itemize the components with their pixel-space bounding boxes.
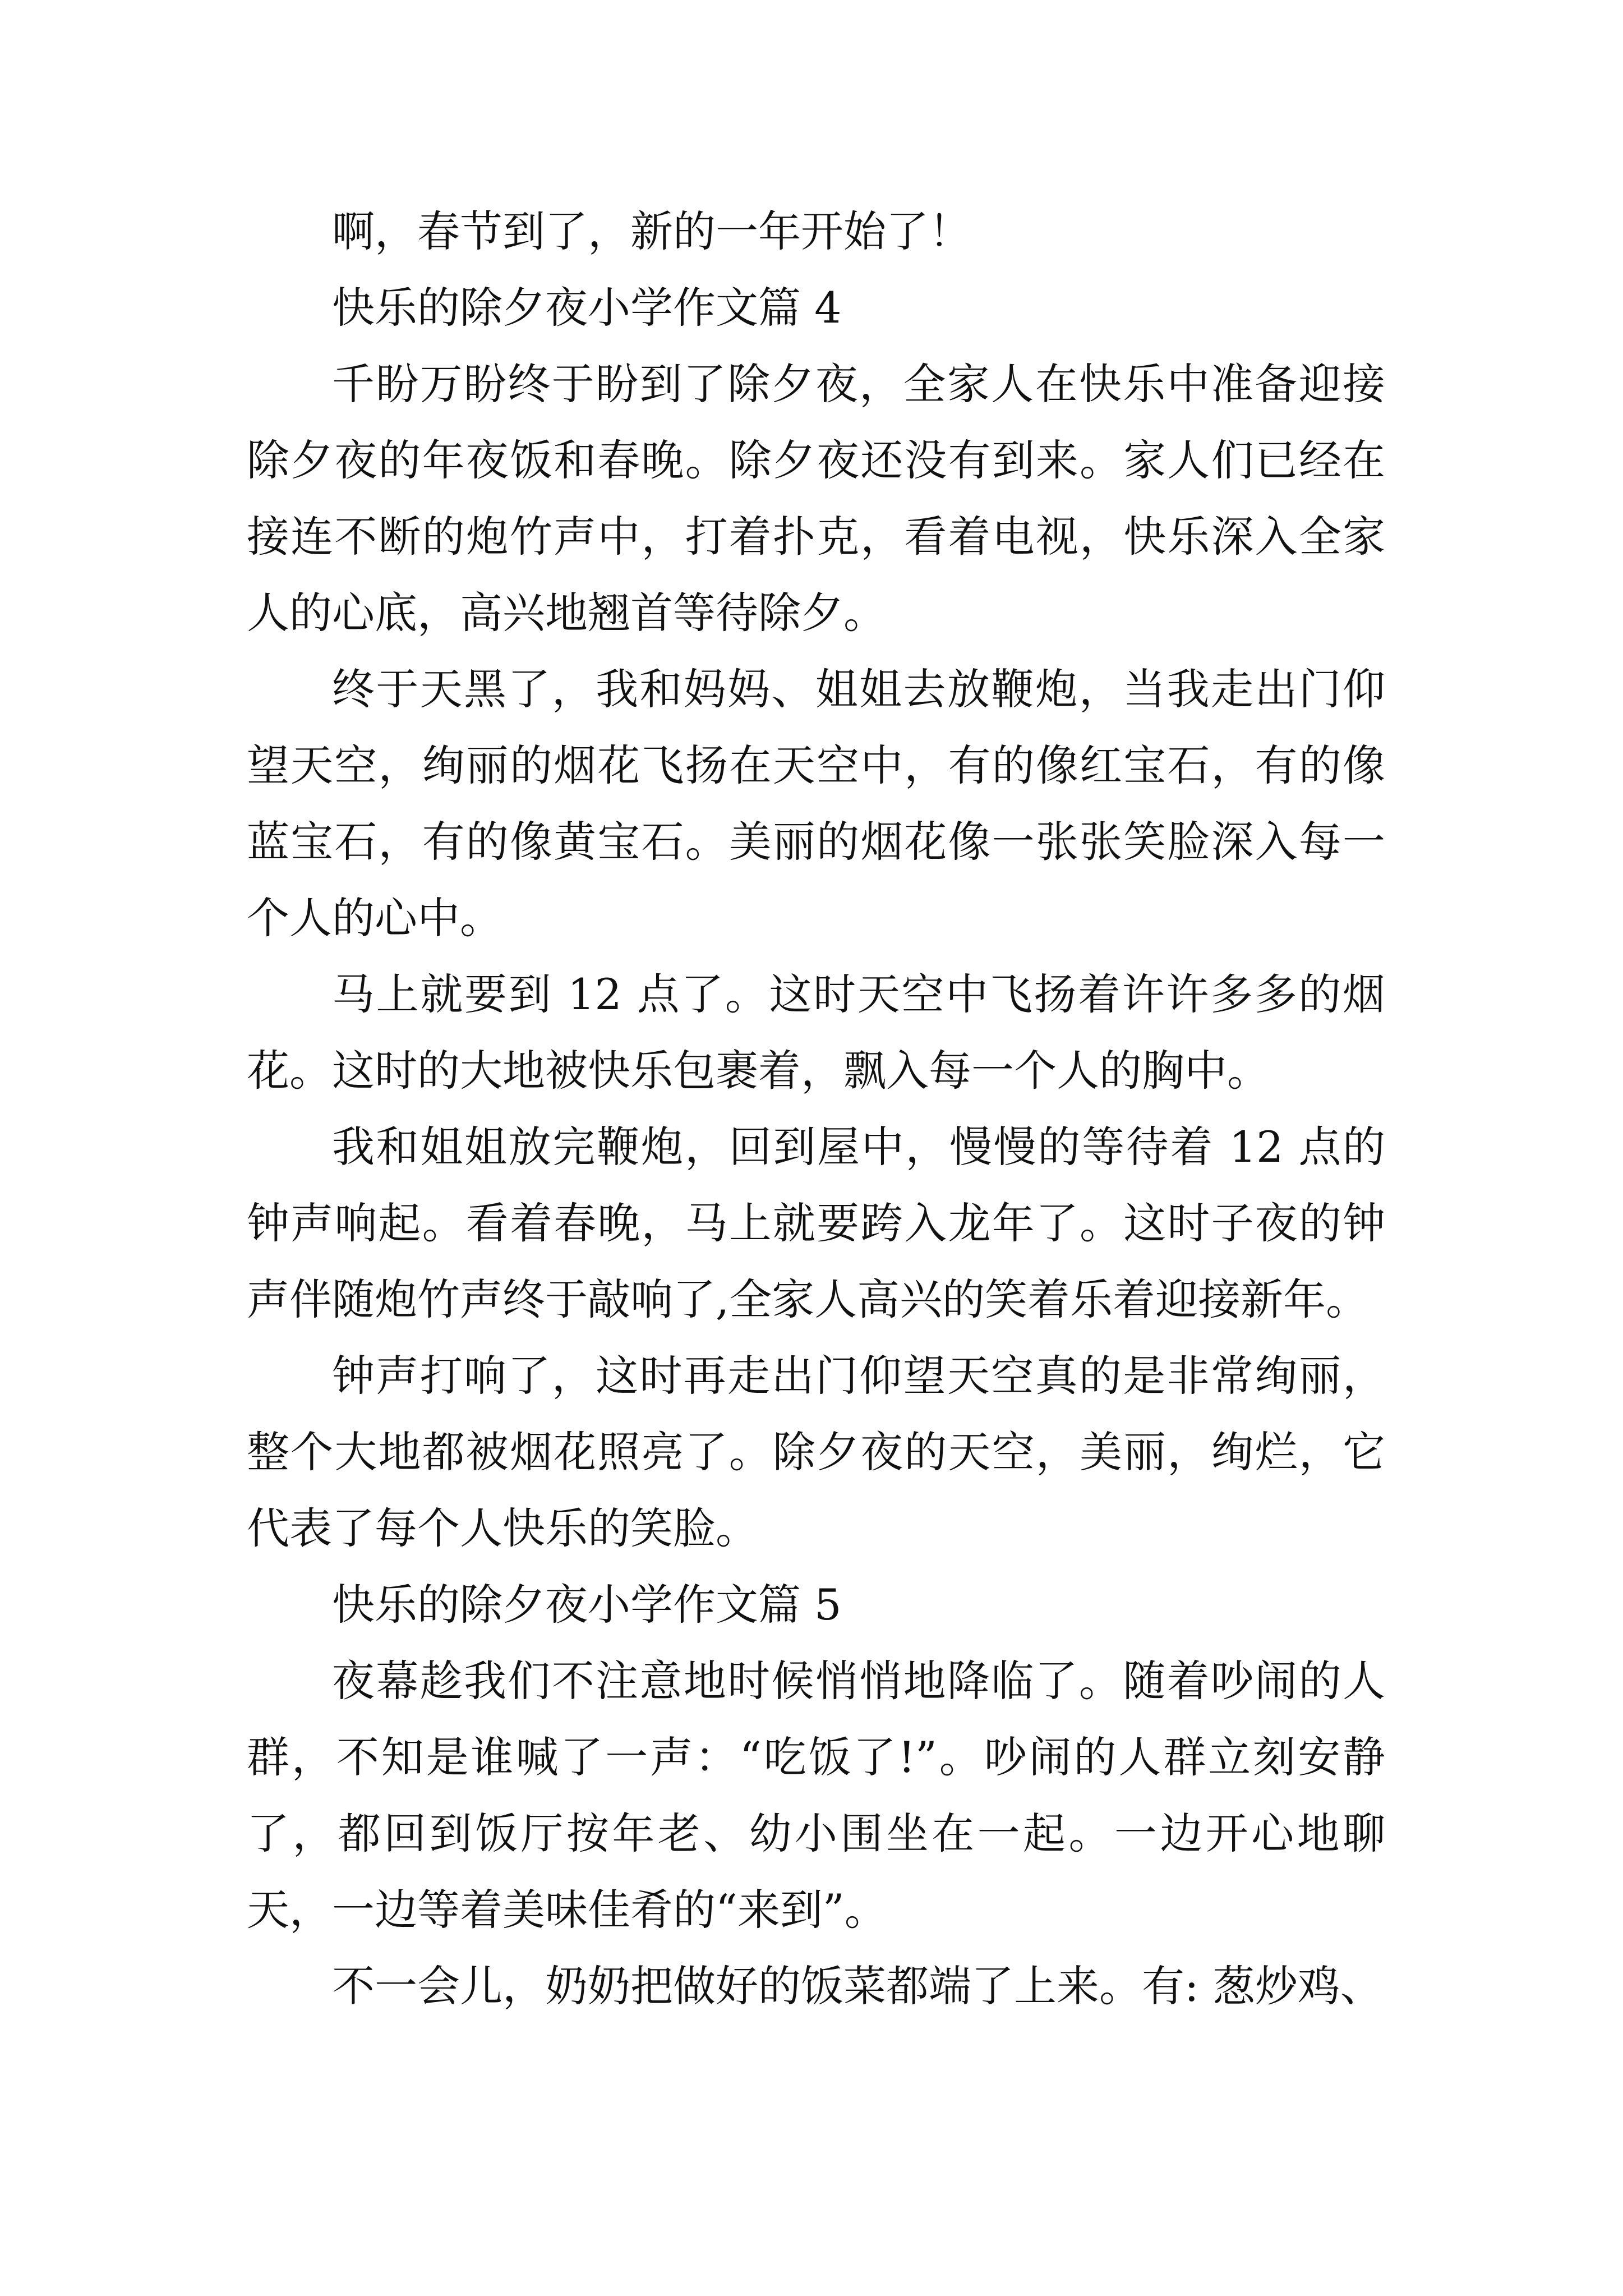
- paragraph: 千盼万盼终于盼到了除夕夜，全家人在快乐中准备迎接除夕夜的年夜饭和春晚。除夕夜还没有到来。家人们已经在接连不断的炮竹声中，打着扑克，看着电视，快乐深入全家人的心底，高兴地翘首等待除夕。: [247, 359, 1385, 638]
- article-body: [247, 194, 1385, 2024]
- paragraph: 我和姐姐放完鞭炮，回到屋中，慢慢的等待着 12 点的钟声响起。看着春晚，马上就要跨入龙年了。这时子夜的钟声伴随炮竹声终于敲响了,全家人高兴的笑着乐着迎接新年。: [247, 1122, 1385, 1324]
- section-heading: 快乐的除夕夜小学作文篇 5: [332, 1580, 842, 1630]
- section-heading: 快乐的除夕夜小学作文篇 4: [332, 283, 842, 333]
- paragraph: 不一会儿，奶奶把做好的饭菜都端了上来。有: 葱炒鸡、: [332, 1961, 1383, 2011]
- paragraph: 马上就要到 12 点了。这时天空中飞扬着许许多多的烟花。这时的大地被快乐包裹着，飘入每一个人的胸中。: [247, 969, 1385, 1096]
- paragraph: 夜幕趁我们不注意地时候悄悄地降临了。随着吵闹的人群，不知是谁喊了一声：“吃饭了!”。吵闹的人群立刻安静了，都回到饭厅按年老、幼小围坐在一起。一边开心地聊天，一边等着美味佳肴的“来到”。: [247, 1656, 1385, 1935]
- paragraph: 钟声打响了，这时再走出门仰望天空真的是非常绚丽，整个大地都被烟花照亮了。除夕夜的天空，美丽，绚烂，它代表了每个人快乐的笑脸。: [247, 1351, 1385, 1553]
- paragraph: 啊，春节到了，新的一年开始了！: [332, 206, 971, 256]
- paragraph: 终于天黑了，我和妈妈、姐姐去放鞭炮，当我走出门仰望天空，绚丽的烟花飞扬在天空中，有的像红宝石，有的像蓝宝石，有的像黄宝石。美丽的烟花像一张张笑脸深入每一个人的心中。: [247, 664, 1385, 943]
